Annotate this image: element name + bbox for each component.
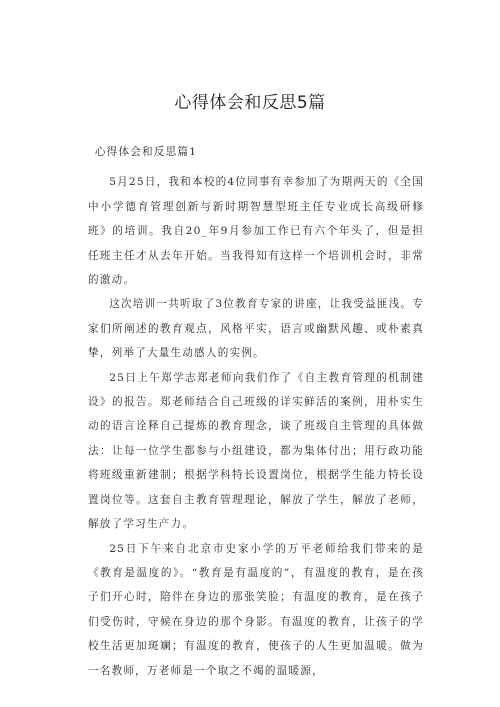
paragraph-3: 25日上午郑学志郑老师向我们作了《自主教育管理的机制建设》的报告。郑老师结合自己班级的详实鲜活的案例，用朴实生动的语言诠释自己提炼的教育理念，谈了班级自主管理的具体做法：让每一位学生都参与小组建设，都为集体付出；用行政功能将班级重新建制；根据学科特长设置岗位，根据学生能力特长设置岗位等。这套自主教育管理理论，解放了学生，解放了老师，解放了学习生产力。	[88, 371, 424, 531]
document-body	[88, 140, 424, 683]
section-heading: 心得体会和反思篇1	[94, 146, 198, 158]
document-title: 心得体会和反思5篇	[174, 93, 326, 113]
paragraph-2: 这次培训一共听取了3位教育专家的讲座，让我受益匪浅。专家们所阐述的教育观点，风格平实，语言或幽默风趣、或朴素真挚，列举了大量生动感人的实例。	[88, 298, 424, 360]
paragraph-4: 25日下午来自北京市史家小学的万平老师给我们带来的是《教育是温度的》。“教育是有温度的”，有温度的教育，是在孩子们开心时，陪伴在身边的那张笑脸；有温度的教育，是在孩子们受伤时，守候在身边的那个身影。有温度的教育，让孩子的学校生活更加斑斓；有温度的教育，使孩子的人生更加温暖。做为一名教师，万老师是一个取之不竭的温暖源，	[88, 542, 424, 677]
paragraph-1: 5月25日，我和本校的4位同事有幸参加了为期两天的《全国中小学德育管理创新与新时期智慧型班主任专业成长高级研修班》的培训。我自20_年9月参加工作已有六个年头了，但是担任班主任才从去年开始。当我得知有这样一个培训机会时，非常的激动。	[88, 176, 424, 287]
